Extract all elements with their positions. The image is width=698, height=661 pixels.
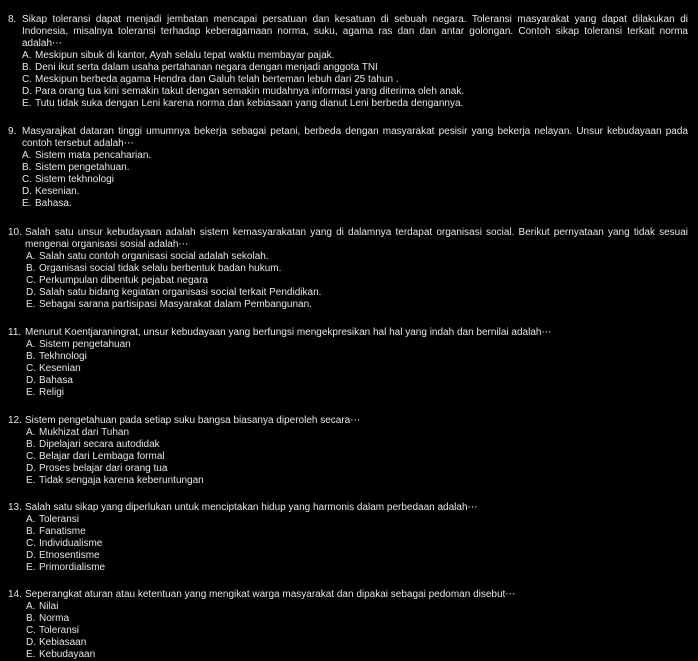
option-letter: E.	[26, 562, 36, 573]
option-text: Tutu tidak suka dengan Leni karena norma dan kebiasaan yang dianut Leni berbeda dengannya.	[35, 98, 464, 109]
option-letter: A.	[26, 339, 36, 350]
question-text: Sikap toleransi dapat menjadi jembatan mencapai persatuan dan kesatuan di sebuah negara. Toleransi masyarakat yang dapat dilakukan di Indonesia, misalnya toleransi terhadap keberagamaan norma, suku, agama ras dan dan antar golongan. Contoh sikap toleransi terkait norma adalah⋯	[22, 14, 688, 49]
option-text: Sistem pengetahuan.	[35, 162, 130, 173]
question-number: 11.	[8, 327, 22, 338]
option-text: Meskipun berbeda agama Hendra dan Galuh telah berteman lebuh dari 25 tahun .	[35, 74, 399, 85]
question-stem	[8, 227, 688, 251]
question-9	[8, 126, 688, 210]
question-11	[8, 327, 688, 399]
option-a[interactable]	[26, 514, 688, 526]
option-c[interactable]	[26, 451, 688, 463]
option-letter: C.	[22, 174, 32, 185]
option-letter: A.	[22, 150, 32, 161]
option-letter: E.	[26, 649, 36, 660]
option-d[interactable]	[26, 375, 688, 387]
option-a[interactable]	[22, 50, 688, 62]
option-text: Perkumpulan dibentuk pejabat negara	[39, 275, 209, 286]
question-text: Salah satu unsur kebudayaan adalah sistem kemasyarakatan yang di dalamnya terdapat organisasi social. Berikut pernyataan yang tidak sesuai mengenai organisasi sosial adalah⋯	[25, 227, 688, 250]
question-text: Sistem pengetahuan pada setiap suku bangsa biasanya diperoleh secara⋯	[25, 415, 361, 426]
option-letter: B.	[26, 613, 36, 624]
option-letter: D.	[22, 86, 32, 97]
option-text: Sistem pengetahuan	[39, 339, 131, 350]
option-text: Toleransi	[39, 625, 80, 636]
question-text: Masyarajkat dataran tinggi umumnya bekerja sebagai petani, berbeda dengan masyarakat pesisir yang bekerja nelayan. Unsur kebudayaan pada contoh tersebut adalah⋯	[22, 126, 688, 149]
option-text: Bahasa	[39, 375, 73, 386]
option-text: Fanatisme	[39, 526, 86, 537]
option-letter: E.	[26, 299, 36, 310]
question-number: 12.	[8, 415, 22, 426]
option-letter: C.	[26, 363, 36, 374]
question-12	[8, 415, 688, 487]
option-d[interactable]	[22, 86, 688, 98]
option-text: Kesenian.	[35, 186, 80, 197]
question-stem	[8, 14, 688, 50]
option-letter: B.	[26, 439, 36, 450]
option-letter: D.	[22, 186, 32, 197]
option-letter: D.	[26, 637, 36, 648]
option-text: Individualisme	[39, 538, 103, 549]
question-number: 8.	[8, 14, 17, 25]
question-number: 14.	[8, 589, 22, 600]
option-e[interactable]	[26, 299, 688, 311]
option-letter: E.	[26, 387, 36, 398]
option-text: Salah satu contoh organisasi social adalah sekolah.	[39, 251, 269, 262]
option-letter: C.	[26, 625, 36, 636]
option-letter: D.	[26, 550, 36, 561]
option-text: Bahasa.	[35, 198, 72, 209]
option-b[interactable]	[26, 263, 688, 275]
option-b[interactable]	[22, 62, 688, 74]
option-letter: C.	[26, 275, 36, 286]
option-a[interactable]	[22, 150, 688, 162]
question-number: 9.	[8, 126, 17, 137]
option-text: Religi	[39, 387, 65, 398]
option-e[interactable]	[22, 198, 688, 210]
option-letter: B.	[26, 526, 36, 537]
option-c[interactable]	[22, 74, 688, 86]
option-c[interactable]	[26, 625, 688, 637]
option-letter: A.	[26, 251, 36, 262]
option-letter: E.	[22, 98, 32, 109]
question-text: Menurut Koentjaraningrat, unsur kebudayaan yang berfungsi mengekpresikan hal hal yang indah dan bernilai adalah⋯	[25, 327, 552, 338]
option-letter: B.	[22, 62, 32, 73]
option-text: Etnosentisme	[39, 550, 100, 561]
option-letter: C.	[26, 538, 36, 549]
question-number: 10.	[8, 227, 22, 238]
option-b[interactable]	[26, 439, 688, 451]
option-text: Dipelajari secara autodidak	[39, 439, 160, 450]
option-letter: C.	[22, 74, 32, 85]
question-text: Salah satu sikap yang diperlukan untuk menciptakan hidup yang harmonis dalam perbedaan adalah⋯	[25, 502, 478, 513]
question-number: 13.	[8, 502, 22, 513]
option-e[interactable]	[22, 98, 688, 110]
option-text: Belajar dari Lembaga formal	[39, 451, 165, 462]
option-text: Proses belajar dari orang tua	[39, 463, 168, 474]
option-text: Kesenian	[39, 363, 81, 374]
option-a[interactable]	[26, 339, 688, 351]
option-b[interactable]	[26, 526, 688, 538]
option-letter: B.	[22, 162, 32, 173]
option-c[interactable]	[26, 363, 688, 375]
option-d[interactable]	[26, 463, 688, 475]
option-letter: E.	[22, 198, 32, 209]
option-text: Nilai	[39, 601, 59, 612]
option-letter: B.	[26, 263, 36, 274]
question-10	[8, 227, 688, 311]
option-c[interactable]	[22, 174, 688, 186]
option-e[interactable]	[26, 649, 688, 661]
option-text: Para orang tua kini semakin takut dengan semakin mudahnya informasi yang diterima oleh anak.	[35, 86, 465, 97]
question-text: Seperangkat aturan atau ketentuan yang mengikat warga masyarakat dan dipakai sebagai pedoman disebut⋯	[25, 589, 516, 600]
option-text: Mukhizat dari Tuhan	[39, 427, 130, 438]
question-stem	[8, 327, 688, 339]
option-letter: A.	[26, 514, 36, 525]
question-stem	[8, 126, 688, 150]
option-letter: A.	[26, 601, 36, 612]
option-letter: C.	[26, 451, 36, 462]
option-text: Kebiasaan	[39, 637, 87, 648]
option-letter: A.	[22, 50, 32, 61]
option-b[interactable]	[26, 613, 688, 625]
option-text: Organisasi social tidak selalu berbentuk badan hukum.	[39, 263, 282, 274]
option-text: Kebudayaan	[39, 649, 96, 660]
question-14	[8, 589, 688, 661]
option-c[interactable]	[26, 538, 688, 550]
option-letter: D.	[26, 287, 36, 298]
option-a[interactable]	[26, 601, 688, 613]
option-list	[8, 514, 688, 574]
option-text: Sebagai sarana partisipasi Masyarakat dalam Pembangunan.	[39, 299, 312, 310]
option-text: Meskipun sibuk di kantor, Ayah selalu tepat waktu membayar pajak.	[35, 50, 335, 61]
question-13	[8, 502, 688, 574]
option-text: Salah satu bidang kegiatan organisasi social terkait Pendidikan.	[39, 287, 322, 298]
option-d[interactable]	[26, 637, 688, 649]
option-text: Deni ikut serta dalam usaha pertahanan negara dengan menjadi anggota TNI	[35, 62, 378, 73]
option-a[interactable]	[26, 251, 688, 263]
option-d[interactable]	[26, 550, 688, 562]
option-b[interactable]	[26, 351, 688, 363]
option-e[interactable]	[26, 562, 688, 574]
option-text: Tekhnologi	[39, 351, 87, 362]
option-e[interactable]	[26, 387, 688, 399]
option-letter: E.	[26, 475, 36, 486]
option-text: Toleransi	[39, 514, 80, 525]
question-stem	[8, 502, 688, 514]
option-letter: A.	[26, 427, 36, 438]
question-8	[8, 14, 688, 110]
option-list	[8, 427, 688, 487]
option-d[interactable]	[26, 287, 688, 299]
question-stem	[8, 589, 688, 601]
option-letter: D.	[26, 463, 36, 474]
option-list	[8, 339, 688, 399]
option-list	[8, 601, 688, 661]
option-letter: B.	[26, 351, 36, 362]
option-d[interactable]	[22, 186, 688, 198]
option-list	[8, 50, 688, 110]
option-c[interactable]	[26, 275, 688, 287]
option-text: Tidak sengaja karena keberuntungan	[39, 475, 204, 486]
option-list	[8, 251, 688, 311]
option-text: Sistem mata pencaharian.	[35, 150, 152, 161]
option-letter: D.	[26, 375, 36, 386]
option-b[interactable]	[22, 162, 688, 174]
option-text: Sistem tekhnologi	[35, 174, 114, 185]
option-e[interactable]	[26, 475, 688, 487]
option-list	[8, 150, 688, 210]
option-text: Norma	[39, 613, 70, 624]
question-stem	[8, 415, 688, 427]
option-a[interactable]	[26, 427, 688, 439]
option-text: Primordialisme	[39, 562, 106, 573]
